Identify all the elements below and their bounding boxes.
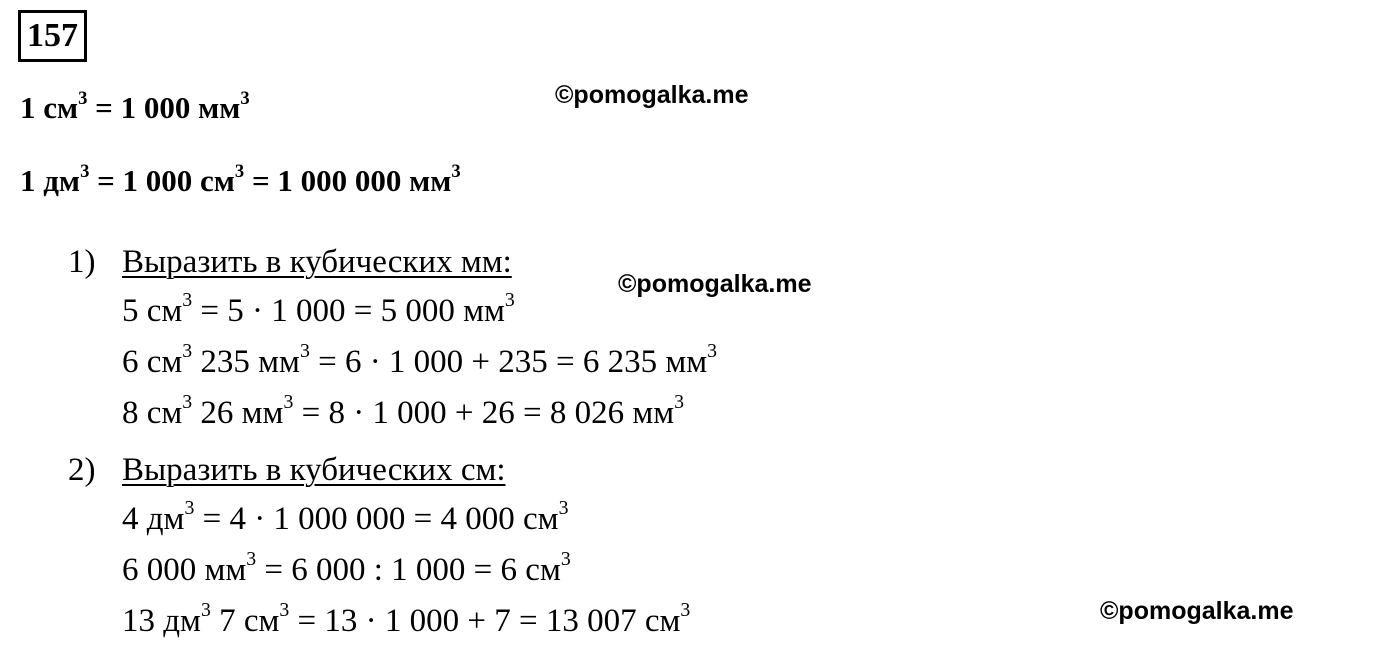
text-segment: 13 дм bbox=[122, 603, 201, 639]
text-segment: 7 см bbox=[210, 603, 280, 639]
superscript-exponent: 3 bbox=[184, 497, 195, 520]
text-segment: 1 дм bbox=[20, 163, 81, 198]
section-number: 2) bbox=[68, 452, 96, 488]
text-segment: = 6 · 1 000 + 235 = 6 235 мм bbox=[309, 344, 708, 380]
superscript-exponent: 3 bbox=[246, 548, 257, 571]
superscript-exponent: 3 bbox=[279, 599, 290, 622]
section-cm3 bbox=[68, 446, 690, 647]
superscript-exponent: 3 bbox=[80, 161, 90, 183]
section-title: Выразить в кубических см: bbox=[122, 452, 506, 488]
formula-cm3-mm3 bbox=[20, 90, 250, 126]
problem-number: 157 bbox=[18, 10, 87, 62]
calc-line bbox=[122, 545, 690, 596]
text-segment: 6 000 мм bbox=[122, 552, 247, 588]
superscript-exponent: 3 bbox=[182, 340, 193, 363]
superscript-exponent: 3 bbox=[504, 289, 515, 312]
watermark: ©pomogalka.me bbox=[555, 81, 749, 109]
calc-line bbox=[122, 596, 690, 647]
text-segment: = 1 000 000 мм bbox=[244, 163, 452, 198]
text-segment: = 13 · 1 000 + 7 = 13 007 см bbox=[289, 603, 681, 639]
superscript-exponent: 3 bbox=[558, 497, 569, 520]
formula-dm3-cm3-mm3 bbox=[20, 163, 461, 199]
calc-line bbox=[122, 337, 717, 388]
text-segment: = 4 · 1 000 000 = 4 000 см bbox=[194, 501, 559, 537]
text-segment: = 5 · 1 000 = 5 000 мм bbox=[192, 293, 505, 329]
superscript-exponent: 3 bbox=[674, 391, 685, 414]
superscript-exponent: 3 bbox=[234, 161, 245, 183]
section-number: 1) bbox=[68, 244, 96, 280]
text-segment: 6 см bbox=[122, 344, 183, 380]
calc-line bbox=[122, 388, 717, 439]
section-mm3 bbox=[68, 238, 717, 439]
superscript-exponent: 3 bbox=[451, 161, 461, 183]
text-segment: 8 см bbox=[122, 395, 183, 431]
calc-line bbox=[122, 286, 717, 337]
superscript-exponent: 3 bbox=[182, 289, 193, 312]
calc-line bbox=[122, 494, 690, 545]
superscript-exponent: 3 bbox=[200, 599, 211, 622]
text-segment: 5 см bbox=[122, 293, 183, 329]
superscript-exponent: 3 bbox=[78, 88, 88, 110]
superscript-exponent: 3 bbox=[680, 599, 691, 622]
text-segment: = 6 000 : 1 000 = 6 см bbox=[256, 552, 561, 588]
text-segment: 26 мм bbox=[192, 395, 284, 431]
text-segment: = 1 000 см bbox=[89, 163, 235, 198]
superscript-exponent: 3 bbox=[240, 88, 250, 110]
section-header bbox=[68, 238, 717, 286]
section-title: Выразить в кубических мм: bbox=[122, 244, 512, 280]
text-segment: 1 см bbox=[20, 90, 79, 125]
watermark: ©pomogalka.me bbox=[618, 270, 812, 298]
superscript-exponent: 3 bbox=[283, 391, 294, 414]
superscript-exponent: 3 bbox=[560, 548, 571, 571]
superscript-exponent: 3 bbox=[182, 391, 193, 414]
text-segment: = 8 · 1 000 + 26 = 8 026 мм bbox=[293, 395, 675, 431]
section-header bbox=[68, 446, 690, 494]
superscript-exponent: 3 bbox=[299, 340, 310, 363]
text-segment: 235 мм bbox=[192, 344, 300, 380]
watermark: ©pomogalka.me bbox=[1100, 597, 1294, 625]
text-segment: = 1 000 мм bbox=[87, 90, 241, 125]
superscript-exponent: 3 bbox=[707, 340, 718, 363]
text-segment: 4 дм bbox=[122, 501, 185, 537]
